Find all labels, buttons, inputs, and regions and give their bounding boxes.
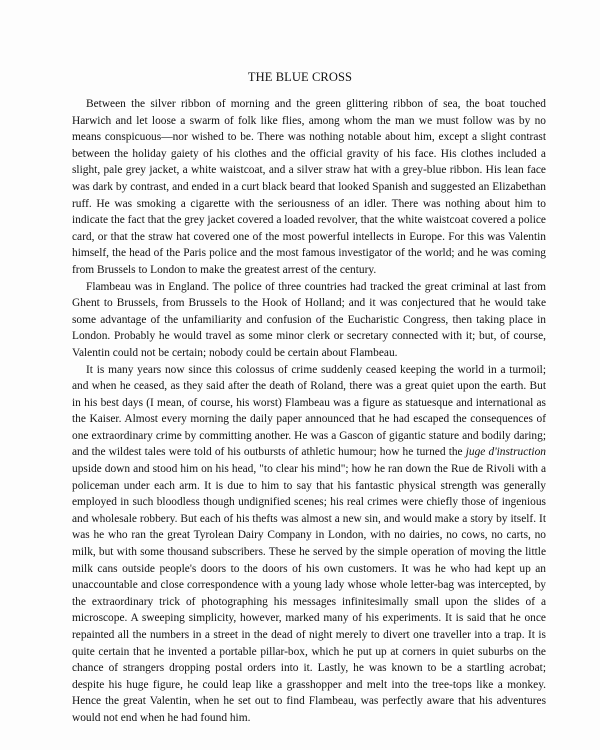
- paragraph-3-text-start: It is many years now since this colossus of crime suddenly ceased keeping the world in a turmoil; and when he ceased, as they said after the death of Roland, there was a great quiet upon the earth. But in his best days (I mean, of course, his worst) Flambeau was a figure as statuesque and international as the Kaiser. Almost every morning the daily paper announced that he had escaped the consequences of one extraordinary crime by committing another. He was a Gascon of gigantic stature and bodily daring; and the wildest tales were told of his outbursts of athletic humour; how he turned the: [72, 363, 546, 459]
- emphasized-phrase: juge d'instruction: [465, 446, 546, 459]
- story-body: [72, 96, 546, 727]
- paragraph-3-text-end: upside down and stood him on his head, "to clear his mind"; how he ran down the Rue de Rivoli with a policeman under each arm. It is due to him to say that his fantastic physical strength was generally employed in such bloodless though undignified scenes; his real crimes were chiefly those of ingenious and wholesale robbery. But each of his thefts was almost a new sin, and would make a story by itself. It was he who ran the great Tyrolean Dairy Company in London, with no dairies, no cows, no carts, no milk, but with some thousand subscribers. These he served by the simple operation of moving the little milk cans outside people's doors to the doors of his own customers. It was he who had kept up an unaccountable and close correspondence with a young lady whose whole letter-bag was intercepted, by the extraordinary trick of photographing his messages infinitesimally small upon the slides of a microscope. A sweeping simplicity, however, marked many of his experiments. It is said that he once repainted all the numbers in a street in the dead of night merely to divert one traveller into a trap. It is quite certain that he invented a portable pillar-box, which he put up at corners in quiet suburbs on the chance of strangers dropping postal orders into it. Lastly, he was known to be a startling acrobat; despite his huge figure, he could leap like a grasshopper and melt into the tree-tops like a monkey. Hence the great Valentin, when he set out to find Flambeau, was perfectly aware that his adventures would not end when he had found him.: [72, 463, 546, 724]
- paragraph-1: Between the silver ribbon of morning and the green glittering ribbon of sea, the boat touched Harwich and let loose a swarm of folk like flies, among whom the man we must follow was by no means conspicuous—nor wished to be. There was nothing notable about him, except a slight contrast between the holiday gaiety of his clothes and the official gravity of his face. His clothes included a slight, pale grey jacket, a white waistcoat, and a silver straw hat with a grey-blue ribbon. His lean face was dark by contrast, and ended in a curt black beard that looked Spanish and suggested an Elizabethan ruff. He was smoking a cigarette with the seriousness of an idler. There was nothing about him to indicate the fact that the grey jacket covered a loaded revolver, that the white waistcoat covered a police card, or that the straw hat covered one of the most powerful intellects in Europe. For this was Valentin himself, the head of the Paris police and the most famous investigator of the world; and he was coming from Brussels to London to make the greatest arrest of the century.: [72, 98, 546, 276]
- page-title: THE BLUE CROSS: [247, 70, 353, 84]
- paragraph-2: Flambeau was in England. The police of three countries had tracked the great criminal at last from Ghent to Brussels, from Brussels to the Hook of Holland; and it was conjectured that he would take some advantage of the unfamiliarity and confusion of the Eucharistic Congress, then taking place in London. Probably he would travel as some minor clerk or secretary connected with it; but, of course, Valentin could not be certain; nobody could be certain about Flambeau.: [72, 280, 546, 359]
- paragraph-3: [72, 362, 546, 727]
